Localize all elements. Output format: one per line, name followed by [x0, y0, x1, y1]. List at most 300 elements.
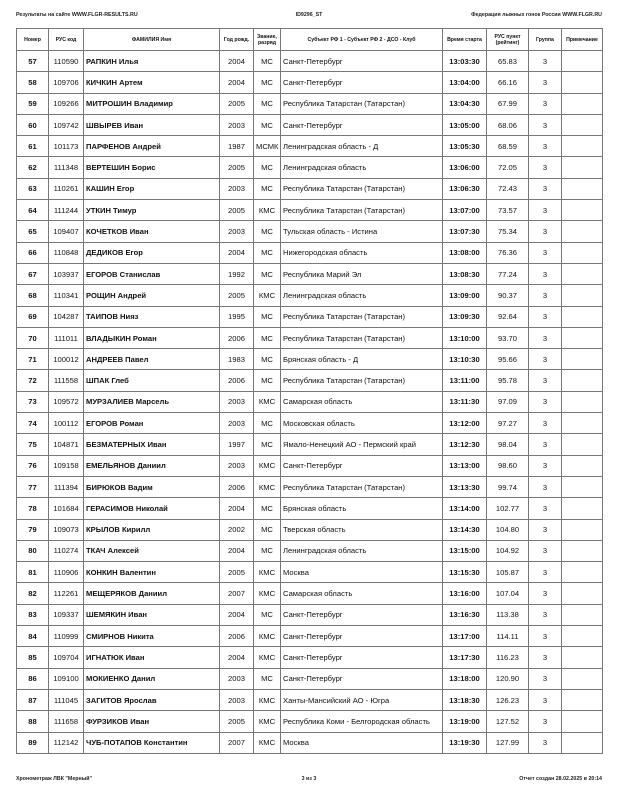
rus-code-cell: 109337 [49, 604, 84, 625]
birth-year-cell: 2005 [220, 711, 254, 732]
group-cell: 3 [529, 370, 562, 391]
athlete-name-cell: КРЫЛОВ Кирилл [84, 519, 220, 540]
sport-rank-cell: МС [254, 327, 281, 348]
start-time-cell: 13:13:00 [443, 455, 487, 476]
rus-points-cell: 104.92 [487, 540, 529, 561]
athlete-number-cell: 69 [17, 306, 49, 327]
athlete-number-cell: 72 [17, 370, 49, 391]
group-cell: 3 [529, 647, 562, 668]
rus-code-cell: 112142 [49, 732, 84, 753]
birth-year-cell: 2002 [220, 519, 254, 540]
start-time-cell: 13:07:30 [443, 221, 487, 242]
table-row [17, 285, 603, 306]
athlete-name-cell: ЕГОРОВ Станислав [84, 263, 220, 284]
start-time-cell: 13:12:30 [443, 434, 487, 455]
rus-points-cell: 127.99 [487, 732, 529, 753]
rus-points-cell: 113.38 [487, 604, 529, 625]
rus-code-cell: 109706 [49, 72, 84, 93]
sport-rank-cell: МС [254, 306, 281, 327]
birth-year-cell: 2006 [220, 370, 254, 391]
sport-rank-cell: КМС [254, 647, 281, 668]
rus-points-cell: 98.04 [487, 434, 529, 455]
table-row [17, 114, 603, 135]
sport-rank-cell: КМС [254, 455, 281, 476]
group-cell: 3 [529, 540, 562, 561]
table-row [17, 51, 603, 72]
athlete-name-cell: МУРЗАЛИЕВ Марсель [84, 391, 220, 412]
table-row [17, 540, 603, 561]
note-cell [562, 413, 603, 434]
region-cell: Санкт-Петербург [281, 455, 443, 476]
col-header-num: Номер [17, 29, 49, 51]
region-cell: Санкт-Петербург [281, 72, 443, 93]
footer-report-date: Отчет создан 28.02.2025 в 20:14 [519, 776, 602, 782]
rus-code-cell: 109266 [49, 93, 84, 114]
athlete-number-cell: 86 [17, 668, 49, 689]
athlete-number-cell: 70 [17, 327, 49, 348]
table-row [17, 178, 603, 199]
rus-points-cell: 114.11 [487, 626, 529, 647]
sport-rank-cell: КМС [254, 200, 281, 221]
region-cell: Ленинградская область [281, 540, 443, 561]
header-race-id: ID9296_ST [295, 12, 323, 18]
start-time-cell: 13:14:30 [443, 519, 487, 540]
birth-year-cell: 1987 [220, 136, 254, 157]
athlete-name-cell: КАШИН Егор [84, 178, 220, 199]
start-time-cell: 13:08:00 [443, 242, 487, 263]
region-cell: Республика Татарстан (Татарстан) [281, 476, 443, 497]
start-time-cell: 13:05:00 [443, 114, 487, 135]
athlete-name-cell: КИЧКИН Артем [84, 72, 220, 93]
athlete-number-cell: 68 [17, 285, 49, 306]
table-row [17, 327, 603, 348]
group-cell: 3 [529, 711, 562, 732]
athlete-name-cell: АНДРЕЕВ Павел [84, 349, 220, 370]
rus-points-cell: 120.90 [487, 668, 529, 689]
note-cell [562, 221, 603, 242]
region-cell: Ленинградская область [281, 285, 443, 306]
group-cell: 3 [529, 242, 562, 263]
group-cell: 3 [529, 136, 562, 157]
table-row [17, 689, 603, 710]
athlete-number-cell: 61 [17, 136, 49, 157]
athlete-number-cell: 81 [17, 562, 49, 583]
note-cell [562, 114, 603, 135]
rus-code-cell: 109704 [49, 647, 84, 668]
rus-points-cell: 98.60 [487, 455, 529, 476]
rus-code-cell: 103937 [49, 263, 84, 284]
group-cell: 3 [529, 157, 562, 178]
athlete-number-cell: 77 [17, 476, 49, 497]
birth-year-cell: 2004 [220, 242, 254, 263]
group-cell: 3 [529, 604, 562, 625]
start-time-cell: 13:17:00 [443, 626, 487, 647]
rus-points-cell: 116.23 [487, 647, 529, 668]
note-cell [562, 689, 603, 710]
athlete-name-cell: ШВЫРЕВ Иван [84, 114, 220, 135]
athlete-number-cell: 57 [17, 51, 49, 72]
table-row [17, 136, 603, 157]
athlete-name-cell: КОНКИН Валентин [84, 562, 220, 583]
birth-year-cell: 2006 [220, 476, 254, 497]
start-time-cell: 13:16:30 [443, 604, 487, 625]
group-cell: 3 [529, 498, 562, 519]
col-header-points: РУС пункт (рейтинг) [487, 29, 529, 51]
athlete-number-cell: 80 [17, 540, 49, 561]
start-time-cell: 13:12:00 [443, 413, 487, 434]
group-cell: 3 [529, 626, 562, 647]
region-cell: Брянская область [281, 498, 443, 519]
sport-rank-cell: КМС [254, 476, 281, 497]
rus-points-cell: 93.70 [487, 327, 529, 348]
birth-year-cell: 2006 [220, 626, 254, 647]
col-header-year: Год рожд. [220, 29, 254, 51]
sport-rank-cell: МС [254, 114, 281, 135]
athlete-number-cell: 62 [17, 157, 49, 178]
rus-code-cell: 104871 [49, 434, 84, 455]
region-cell: Тульская область - Истина [281, 221, 443, 242]
rus-code-cell: 110261 [49, 178, 84, 199]
note-cell [562, 327, 603, 348]
page-footer [16, 776, 602, 786]
birth-year-cell: 2005 [220, 200, 254, 221]
table-row [17, 349, 603, 370]
athlete-name-cell: ТКАЧ Алексей [84, 540, 220, 561]
table-row [17, 413, 603, 434]
header-site-link[interactable]: Результаты на сайте WWW.FLGR-RESULTS.RU [16, 12, 138, 18]
athlete-number-cell: 85 [17, 647, 49, 668]
note-cell [562, 626, 603, 647]
rus-code-cell: 109742 [49, 114, 84, 135]
note-cell [562, 391, 603, 412]
athlete-name-cell: ЕМЕЛЬЯНОВ Даниил [84, 455, 220, 476]
region-cell: Санкт-Петербург [281, 114, 443, 135]
region-cell: Ленинградская область [281, 157, 443, 178]
athlete-number-cell: 66 [17, 242, 49, 263]
start-time-cell: 13:04:00 [443, 72, 487, 93]
sport-rank-cell: МС [254, 178, 281, 199]
group-cell: 3 [529, 689, 562, 710]
athlete-name-cell: ИГНАТЮК Иван [84, 647, 220, 668]
rus-code-cell: 109100 [49, 668, 84, 689]
note-cell [562, 157, 603, 178]
start-time-cell: 13:13:30 [443, 476, 487, 497]
athlete-name-cell: ЧУБ-ПОТАПОВ Константин [84, 732, 220, 753]
group-cell: 3 [529, 114, 562, 135]
sport-rank-cell: КМС [254, 732, 281, 753]
table-row [17, 647, 603, 668]
start-time-cell: 13:07:00 [443, 200, 487, 221]
rus-points-cell: 72.05 [487, 157, 529, 178]
group-cell: 3 [529, 413, 562, 434]
athlete-number-cell: 60 [17, 114, 49, 135]
footer-page-number: 3 из 3 [301, 776, 317, 782]
group-cell: 3 [529, 263, 562, 284]
athlete-number-cell: 84 [17, 626, 49, 647]
birth-year-cell: 1983 [220, 349, 254, 370]
rus-points-cell: 102.77 [487, 498, 529, 519]
region-cell: Самарская область [281, 391, 443, 412]
group-cell: 3 [529, 200, 562, 221]
rus-code-cell: 111045 [49, 689, 84, 710]
athlete-number-cell: 75 [17, 434, 49, 455]
region-cell: Санкт-Петербург [281, 626, 443, 647]
sport-rank-cell: МС [254, 434, 281, 455]
region-cell: Республика Татарстан (Татарстан) [281, 93, 443, 114]
start-time-cell: 13:14:00 [443, 498, 487, 519]
athlete-number-cell: 63 [17, 178, 49, 199]
note-cell [562, 647, 603, 668]
athlete-number-cell: 59 [17, 93, 49, 114]
note-cell [562, 349, 603, 370]
sport-rank-cell: МС [254, 349, 281, 370]
rus-code-cell: 109158 [49, 455, 84, 476]
rus-code-cell: 110848 [49, 242, 84, 263]
start-time-cell: 13:17:30 [443, 647, 487, 668]
rus-code-cell: 111011 [49, 327, 84, 348]
sport-rank-cell: МС [254, 540, 281, 561]
rus-points-cell: 95.66 [487, 349, 529, 370]
athlete-number-cell: 65 [17, 221, 49, 242]
rus-code-cell: 111394 [49, 476, 84, 497]
region-cell: Республика Татарстан (Татарстан) [281, 178, 443, 199]
rus-points-cell: 127.52 [487, 711, 529, 732]
rus-points-cell: 104.80 [487, 519, 529, 540]
sport-rank-cell: МС [254, 413, 281, 434]
note-cell [562, 434, 603, 455]
athlete-number-cell: 58 [17, 72, 49, 93]
table-row [17, 93, 603, 114]
rus-points-cell: 77.24 [487, 263, 529, 284]
group-cell: 3 [529, 583, 562, 604]
athlete-name-cell: МИТРОШИН Владимир [84, 93, 220, 114]
rus-points-cell: 99.74 [487, 476, 529, 497]
birth-year-cell: 2004 [220, 498, 254, 519]
athlete-name-cell: ФУРЗИКОВ Иван [84, 711, 220, 732]
note-cell [562, 476, 603, 497]
group-cell: 3 [529, 732, 562, 753]
sport-rank-cell: МС [254, 51, 281, 72]
rus-code-cell: 112261 [49, 583, 84, 604]
note-cell [562, 93, 603, 114]
start-time-cell: 13:19:30 [443, 732, 487, 753]
region-cell: Ханты-Мансийский АО - Югра [281, 689, 443, 710]
athlete-name-cell: ШЕМЯКИН Иван [84, 604, 220, 625]
table-row [17, 498, 603, 519]
rus-code-cell: 111658 [49, 711, 84, 732]
region-cell: Москва [281, 732, 443, 753]
group-cell: 3 [529, 455, 562, 476]
table-row [17, 391, 603, 412]
group-cell: 3 [529, 519, 562, 540]
birth-year-cell: 2005 [220, 562, 254, 583]
birth-year-cell: 2004 [220, 540, 254, 561]
rus-points-cell: 66.16 [487, 72, 529, 93]
table-row [17, 72, 603, 93]
birth-year-cell: 2004 [220, 51, 254, 72]
sport-rank-cell: МС [254, 519, 281, 540]
rus-points-cell: 105.87 [487, 562, 529, 583]
rus-points-cell: 73.57 [487, 200, 529, 221]
birth-year-cell: 2003 [220, 391, 254, 412]
region-cell: Санкт-Петербург [281, 604, 443, 625]
note-cell [562, 200, 603, 221]
rus-code-cell: 101173 [49, 136, 84, 157]
rus-code-cell: 109073 [49, 519, 84, 540]
athlete-number-cell: 89 [17, 732, 49, 753]
sport-rank-cell: МС [254, 242, 281, 263]
region-cell: Республика Татарстан (Татарстан) [281, 306, 443, 327]
start-time-cell: 13:03:30 [443, 51, 487, 72]
birth-year-cell: 2003 [220, 413, 254, 434]
group-cell: 3 [529, 327, 562, 348]
region-cell: Брянская область - Д [281, 349, 443, 370]
birth-year-cell: 2003 [220, 114, 254, 135]
footer-timing: Хронометраж ЛВК "Мерный" [16, 776, 93, 782]
athlete-name-cell: ВЛАДЫКИН Роман [84, 327, 220, 348]
athlete-name-cell: КОЧЕТКОВ Иван [84, 221, 220, 242]
athlete-number-cell: 78 [17, 498, 49, 519]
sport-rank-cell: МС [254, 370, 281, 391]
note-cell [562, 583, 603, 604]
table-row [17, 434, 603, 455]
region-cell: Республика Татарстан (Татарстан) [281, 327, 443, 348]
athlete-number-cell: 64 [17, 200, 49, 221]
note-cell [562, 668, 603, 689]
start-time-cell: 13:10:30 [443, 349, 487, 370]
birth-year-cell: 2007 [220, 583, 254, 604]
sport-rank-cell: МС [254, 221, 281, 242]
group-cell: 3 [529, 178, 562, 199]
athlete-name-cell: БЕЗМАТЕРНЫХ Иван [84, 434, 220, 455]
table-row [17, 306, 603, 327]
rus-code-cell: 100112 [49, 413, 84, 434]
birth-year-cell: 2004 [220, 604, 254, 625]
note-cell [562, 498, 603, 519]
sport-rank-cell: МС [254, 157, 281, 178]
group-cell: 3 [529, 306, 562, 327]
note-cell [562, 370, 603, 391]
athlete-name-cell: ТАИПОВ Нияз [84, 306, 220, 327]
table-row [17, 562, 603, 583]
birth-year-cell: 2006 [220, 327, 254, 348]
rus-points-cell: 76.36 [487, 242, 529, 263]
rus-points-cell: 68.06 [487, 114, 529, 135]
region-cell: Ленинградская область - Д [281, 136, 443, 157]
group-cell: 3 [529, 349, 562, 370]
athlete-number-cell: 83 [17, 604, 49, 625]
start-time-cell: 13:09:00 [443, 285, 487, 306]
rus-points-cell: 92.64 [487, 306, 529, 327]
birth-year-cell: 1995 [220, 306, 254, 327]
sport-rank-cell: КМС [254, 391, 281, 412]
birth-year-cell: 2003 [220, 668, 254, 689]
table-row [17, 626, 603, 647]
region-cell: Республика Марий Эл [281, 263, 443, 284]
sport-rank-cell: КМС [254, 285, 281, 306]
start-time-cell: 13:19:00 [443, 711, 487, 732]
region-cell: Санкт-Петербург [281, 668, 443, 689]
athlete-name-cell: РОЩИН Андрей [84, 285, 220, 306]
col-header-rank: Звание, разряд [254, 29, 281, 51]
col-header-name: ФАМИЛИЯ Имя [84, 29, 220, 51]
col-header-group: Группа [529, 29, 562, 51]
athlete-name-cell: ЗАГИТОВ Ярослав [84, 689, 220, 710]
rus-points-cell: 90.37 [487, 285, 529, 306]
start-time-cell: 13:16:00 [443, 583, 487, 604]
group-cell: 3 [529, 285, 562, 306]
start-time-cell: 13:18:00 [443, 668, 487, 689]
start-time-cell: 13:11:30 [443, 391, 487, 412]
region-cell: Ямало-Ненецкий АО - Пермский край [281, 434, 443, 455]
col-header-code: РУС код [49, 29, 84, 51]
rus-code-cell: 110341 [49, 285, 84, 306]
table-body [17, 51, 603, 754]
region-cell: Санкт-Петербург [281, 51, 443, 72]
table-row [17, 668, 603, 689]
rus-points-cell: 97.09 [487, 391, 529, 412]
note-cell [562, 562, 603, 583]
birth-year-cell: 2003 [220, 221, 254, 242]
group-cell: 3 [529, 72, 562, 93]
athlete-name-cell: ЕГОРОВ Роман [84, 413, 220, 434]
note-cell [562, 519, 603, 540]
rus-code-cell: 111244 [49, 200, 84, 221]
sport-rank-cell: МС [254, 498, 281, 519]
rus-code-cell: 110906 [49, 562, 84, 583]
table-row [17, 370, 603, 391]
athlete-number-cell: 79 [17, 519, 49, 540]
birth-year-cell: 2007 [220, 732, 254, 753]
note-cell [562, 72, 603, 93]
start-time-cell: 13:18:30 [443, 689, 487, 710]
note-cell [562, 242, 603, 263]
athlete-name-cell: МОКИЕНКО Данил [84, 668, 220, 689]
athlete-name-cell: ГЕРАСИМОВ Николай [84, 498, 220, 519]
table-row [17, 732, 603, 753]
athlete-number-cell: 82 [17, 583, 49, 604]
sport-rank-cell: МС [254, 263, 281, 284]
birth-year-cell: 2004 [220, 647, 254, 668]
region-cell: Республика Коми - Белгородская область [281, 711, 443, 732]
page-header [16, 12, 602, 22]
header-federation-link[interactable]: Федерация лыжных гонок России WWW.FLGR.RU [471, 12, 602, 18]
start-time-cell: 13:10:00 [443, 327, 487, 348]
table-row [17, 221, 603, 242]
rus-code-cell: 109572 [49, 391, 84, 412]
athlete-name-cell: МЕЩЕРЯКОВ Даниил [84, 583, 220, 604]
table-row [17, 604, 603, 625]
athlete-name-cell: ВЕРТЕШИН Борис [84, 157, 220, 178]
region-cell: Самарская область [281, 583, 443, 604]
group-cell: 3 [529, 476, 562, 497]
note-cell [562, 306, 603, 327]
rus-points-cell: 95.78 [487, 370, 529, 391]
col-header-time: Время старта [443, 29, 487, 51]
rus-code-cell: 100012 [49, 349, 84, 370]
athlete-number-cell: 74 [17, 413, 49, 434]
table-row [17, 476, 603, 497]
group-cell: 3 [529, 221, 562, 242]
group-cell: 3 [529, 51, 562, 72]
note-cell [562, 136, 603, 157]
athlete-name-cell: ПАРФЕНОВ Андрей [84, 136, 220, 157]
region-cell: Московская область [281, 413, 443, 434]
athlete-number-cell: 88 [17, 711, 49, 732]
table-row [17, 242, 603, 263]
sport-rank-cell: КМС [254, 689, 281, 710]
birth-year-cell: 2003 [220, 455, 254, 476]
